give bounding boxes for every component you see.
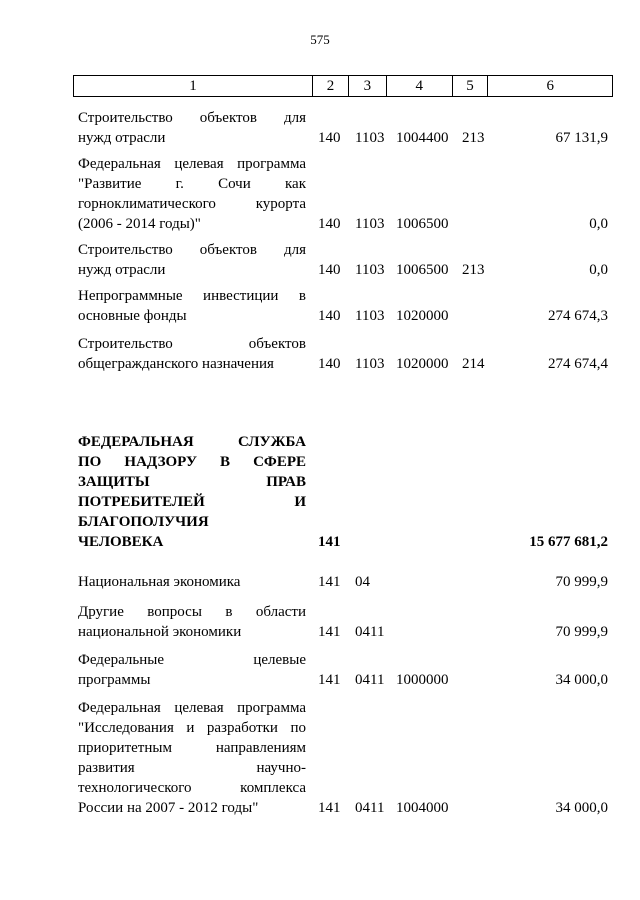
row-name-line: Непрограммные инвестиции в [78, 288, 306, 304]
amount: 70 999,9 [555, 624, 608, 640]
row-name-line: "Развитие г. Сочи как [78, 176, 306, 192]
section-code: 0411 [355, 672, 385, 688]
ministry-code: 140 [318, 216, 341, 232]
amount: 34 000,0 [555, 800, 608, 816]
target-item-code: 1020000 [396, 356, 449, 372]
row-name-line: ЧЕЛОВЕКА [78, 534, 164, 550]
amount: 70 999,9 [555, 574, 608, 590]
expense-type-code: 213 [462, 262, 485, 278]
row-name-line: Национальная экономика [78, 574, 241, 590]
row-name-line: ПО НАДЗОРУ В СФЕРЕ [78, 454, 306, 470]
section-code: 1103 [355, 262, 385, 278]
row-name [78, 334, 306, 374]
header-col-2: 2 [313, 76, 349, 96]
section-code: 0411 [355, 800, 385, 816]
row-name-line: Строительство объектов для [78, 242, 306, 258]
ministry-code: 140 [318, 130, 341, 146]
amount: 34 000,0 [555, 672, 608, 688]
row-name-line: горноклиматического курорта [78, 196, 306, 212]
ministry-code: 141 [318, 534, 341, 550]
row-name [78, 286, 306, 326]
table-header [73, 75, 613, 97]
row-name-line: (2006 - 2014 годы)" [78, 216, 201, 232]
row-name-line: России на 2007 - 2012 годы" [78, 800, 259, 816]
table-row [78, 286, 608, 326]
ministry-code: 141 [318, 800, 341, 816]
section-code: 1103 [355, 216, 385, 232]
row-name-line: "Исследования и разработки по [78, 720, 306, 736]
row-name-line: Федеральная целевая программа [78, 700, 306, 716]
row-name-line: программы [78, 672, 151, 688]
row-name-line: технологического комплекса [78, 780, 306, 796]
ministry-code: 140 [318, 308, 341, 324]
row-name-line: общегражданского назначения [78, 356, 274, 372]
header-col-1: 1 [74, 76, 313, 96]
row-name-line: основные фонды [78, 308, 187, 324]
row-name-line: ПОТРЕБИТЕЛЕЙ И [78, 494, 306, 510]
section-code: 1103 [355, 356, 385, 372]
row-name-line: БЛАГОПОЛУЧИЯ [78, 514, 209, 530]
section-code: 04 [355, 574, 370, 590]
row-name-line: Строительство объектов для [78, 110, 306, 126]
row-name-line: приоритетным направлениям [78, 740, 306, 756]
ministry-code: 141 [318, 672, 341, 688]
target-item-code: 1020000 [396, 308, 449, 324]
amount: 274 674,4 [548, 356, 608, 372]
amount: 67 131,9 [555, 130, 608, 146]
section-code: 1103 [355, 308, 385, 324]
table-row [78, 432, 608, 552]
row-name [78, 602, 306, 642]
table-row [78, 240, 608, 280]
amount: 0,0 [589, 216, 608, 232]
row-name-line: ФЕДЕРАЛЬНАЯ СЛУЖБА [78, 434, 306, 450]
row-name-line: нужд отрасли [78, 262, 166, 278]
row-name [78, 572, 306, 592]
header-col-6: 6 [546, 77, 554, 94]
amount: 15 677 681,2 [529, 534, 608, 550]
row-name-line: ЗАЩИТЫ ПРАВ [78, 474, 306, 490]
row-name-line: нужд отрасли [78, 130, 166, 146]
header-col-5: 5 [453, 76, 489, 96]
ministry-code: 140 [318, 262, 341, 278]
table-row [78, 650, 608, 690]
row-name-line: развития научно- [78, 760, 306, 776]
target-item-code: 1006500 [396, 262, 449, 278]
amount: 274 674,3 [548, 308, 608, 324]
header-col-4: 4 [387, 76, 453, 96]
table-row [78, 108, 608, 148]
expense-type-code: 214 [462, 356, 485, 372]
target-item-code: 1006500 [396, 216, 449, 232]
section-code: 0411 [355, 624, 385, 640]
table-row [78, 572, 608, 592]
row-name [78, 698, 306, 818]
row-name [78, 154, 306, 234]
target-item-code: 1000000 [396, 672, 449, 688]
row-name-line: Федеральные целевые [78, 652, 306, 668]
target-item-code: 1004400 [396, 130, 449, 146]
row-name-line: национальной экономики [78, 624, 242, 640]
page-number: 575 [310, 32, 330, 47]
ministry-code: 141 [318, 574, 341, 590]
row-name-line: Строительство объектов [78, 336, 306, 352]
ministry-code: 140 [318, 356, 341, 372]
row-name [78, 108, 306, 148]
target-item-code: 1004000 [396, 800, 449, 816]
table-row [78, 154, 608, 234]
expense-type-code: 213 [462, 130, 485, 146]
row-name [78, 240, 306, 280]
row-name-line: Федеральная целевая программа [78, 156, 306, 172]
amount: 0,0 [589, 262, 608, 278]
row-name [78, 650, 306, 690]
table-row [78, 334, 608, 374]
header-col-3: 3 [349, 76, 387, 96]
ministry-code: 141 [318, 624, 341, 640]
table-row [78, 602, 608, 642]
row-name [78, 432, 306, 552]
section-code: 1103 [355, 130, 385, 146]
table-row [78, 698, 608, 818]
row-name-line: Другие вопросы в области [78, 604, 306, 620]
